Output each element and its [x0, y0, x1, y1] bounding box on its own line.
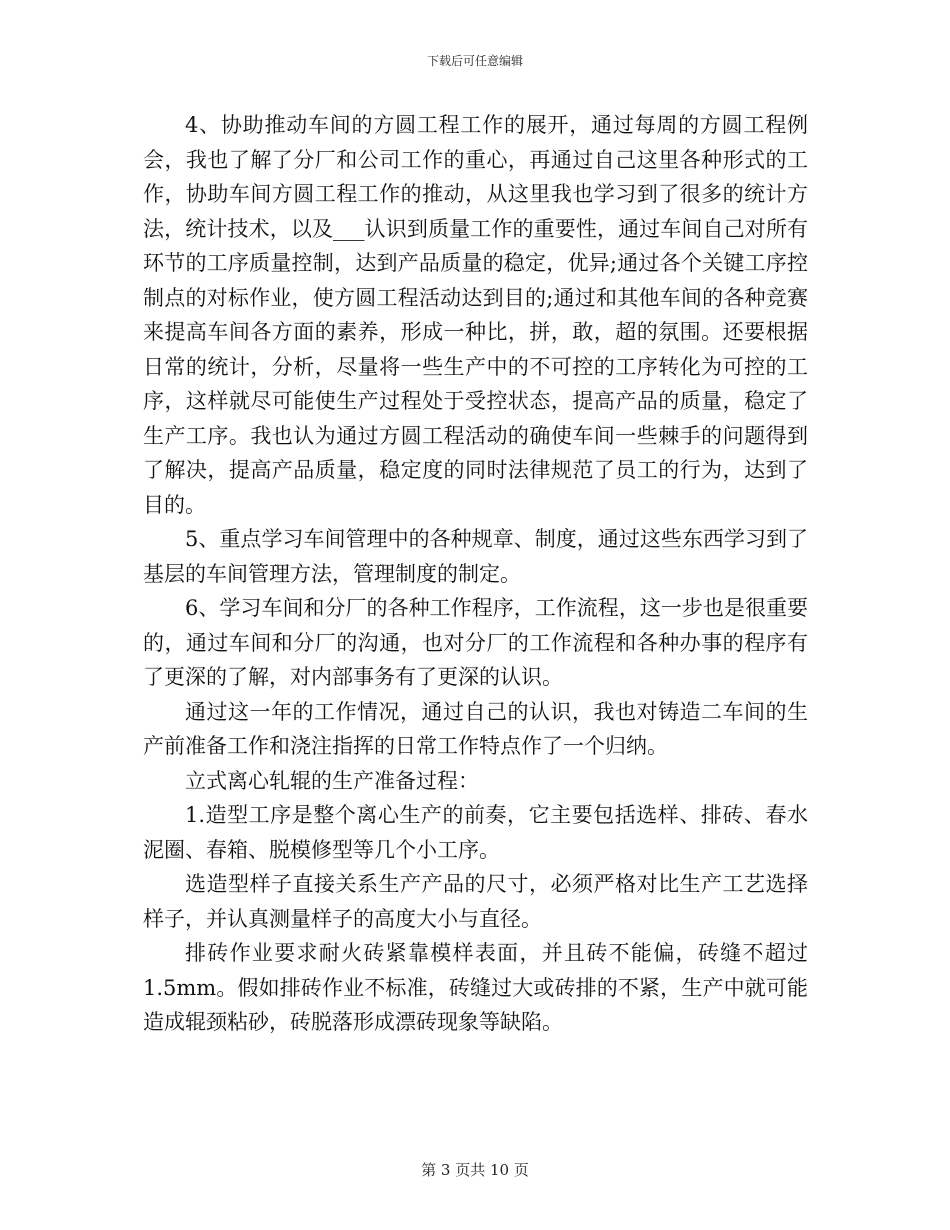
page-header: 下载后可任意编辑 — [426, 54, 523, 68]
paragraph-section-heading: 立式离心轧辊的生产准备过程： — [185, 768, 479, 793]
paragraph-step-1: 1.造型工序是整个离心生产的前奏，它主要包括选样、排砖、春水泥圈、春箱、脱模修型等几个小工序。 — [143, 803, 808, 862]
paragraph-item-5: 5、重点学习车间管理中的各种规章、制度，通过这些东西学习到了基层的车间管理方法，管理制度的制定。 — [143, 527, 808, 586]
paragraph-brick-laying: 排砖作业要求耐火砖紧靠模样表面，并且砖不能偏，砖缝不超过1.5mm。假如排砖作业不标准，砖缝过大或砖排的不紧，生产中就可能造成辊颈粘砂，砖脱落形成漂砖现象等缺陷。 — [143, 941, 808, 1034]
paragraph-item-6: 6、学习车间和分厂的各种工作程序，工作流程，这一步也是很重要的，通过车间和分厂的沟通，也对分厂的工作流程和各种办事的程序有了更深的了解，对内部事务有了更深的认识。 — [143, 596, 808, 689]
paragraph-sample-selection: 选造型样子直接关系生产产品的尺寸，必须严格对比生产工艺选择样子，并认真测量样子的高度大小与直径。 — [143, 872, 808, 931]
page-footer: 第 3 页共 10 页 — [421, 1161, 529, 1179]
paragraph-summary: 通过这一年的工作情况，通过自己的认识，我也对铸造二车间的生产前准备工作和浇注指挥的日常工作特点作了一个归纳。 — [143, 699, 808, 758]
document-body — [143, 108, 808, 1040]
paragraph-item-4: 4、协助推动车间的方圆工程工作的展开，通过每周的方圆工程例会，我也了解了分厂和公司工作的重心，再通过自己这里各种形式的工作，协助车间方圆工程工作的推动，从这里我也学习到了很多的统计方法，统计技术，以及___认识到质量工作的重要性，通过车间自己对所有环节的工序质量控制，达到产品质量的稳定，优异;通过各个关键工序控制点的对标作业，使方圆工程活动达到目的;通过和其他车间的各种竞赛来提高车间各方面的素养，形成一种比，拼，敢，超的氛围。还要根据日常的统计，分析，尽量将一些生产中的不可控的工序转化为可控的工序，这样就尽可能使生产过程处于受控状态，提高产品的质量，稳定了生产工序。我也认为通过方圆工程活动的确使车间一些棘手的问题得到了解决，提高产品质量，稳定度的同时法律规范了员工的行为，达到了目的。 — [143, 113, 808, 517]
